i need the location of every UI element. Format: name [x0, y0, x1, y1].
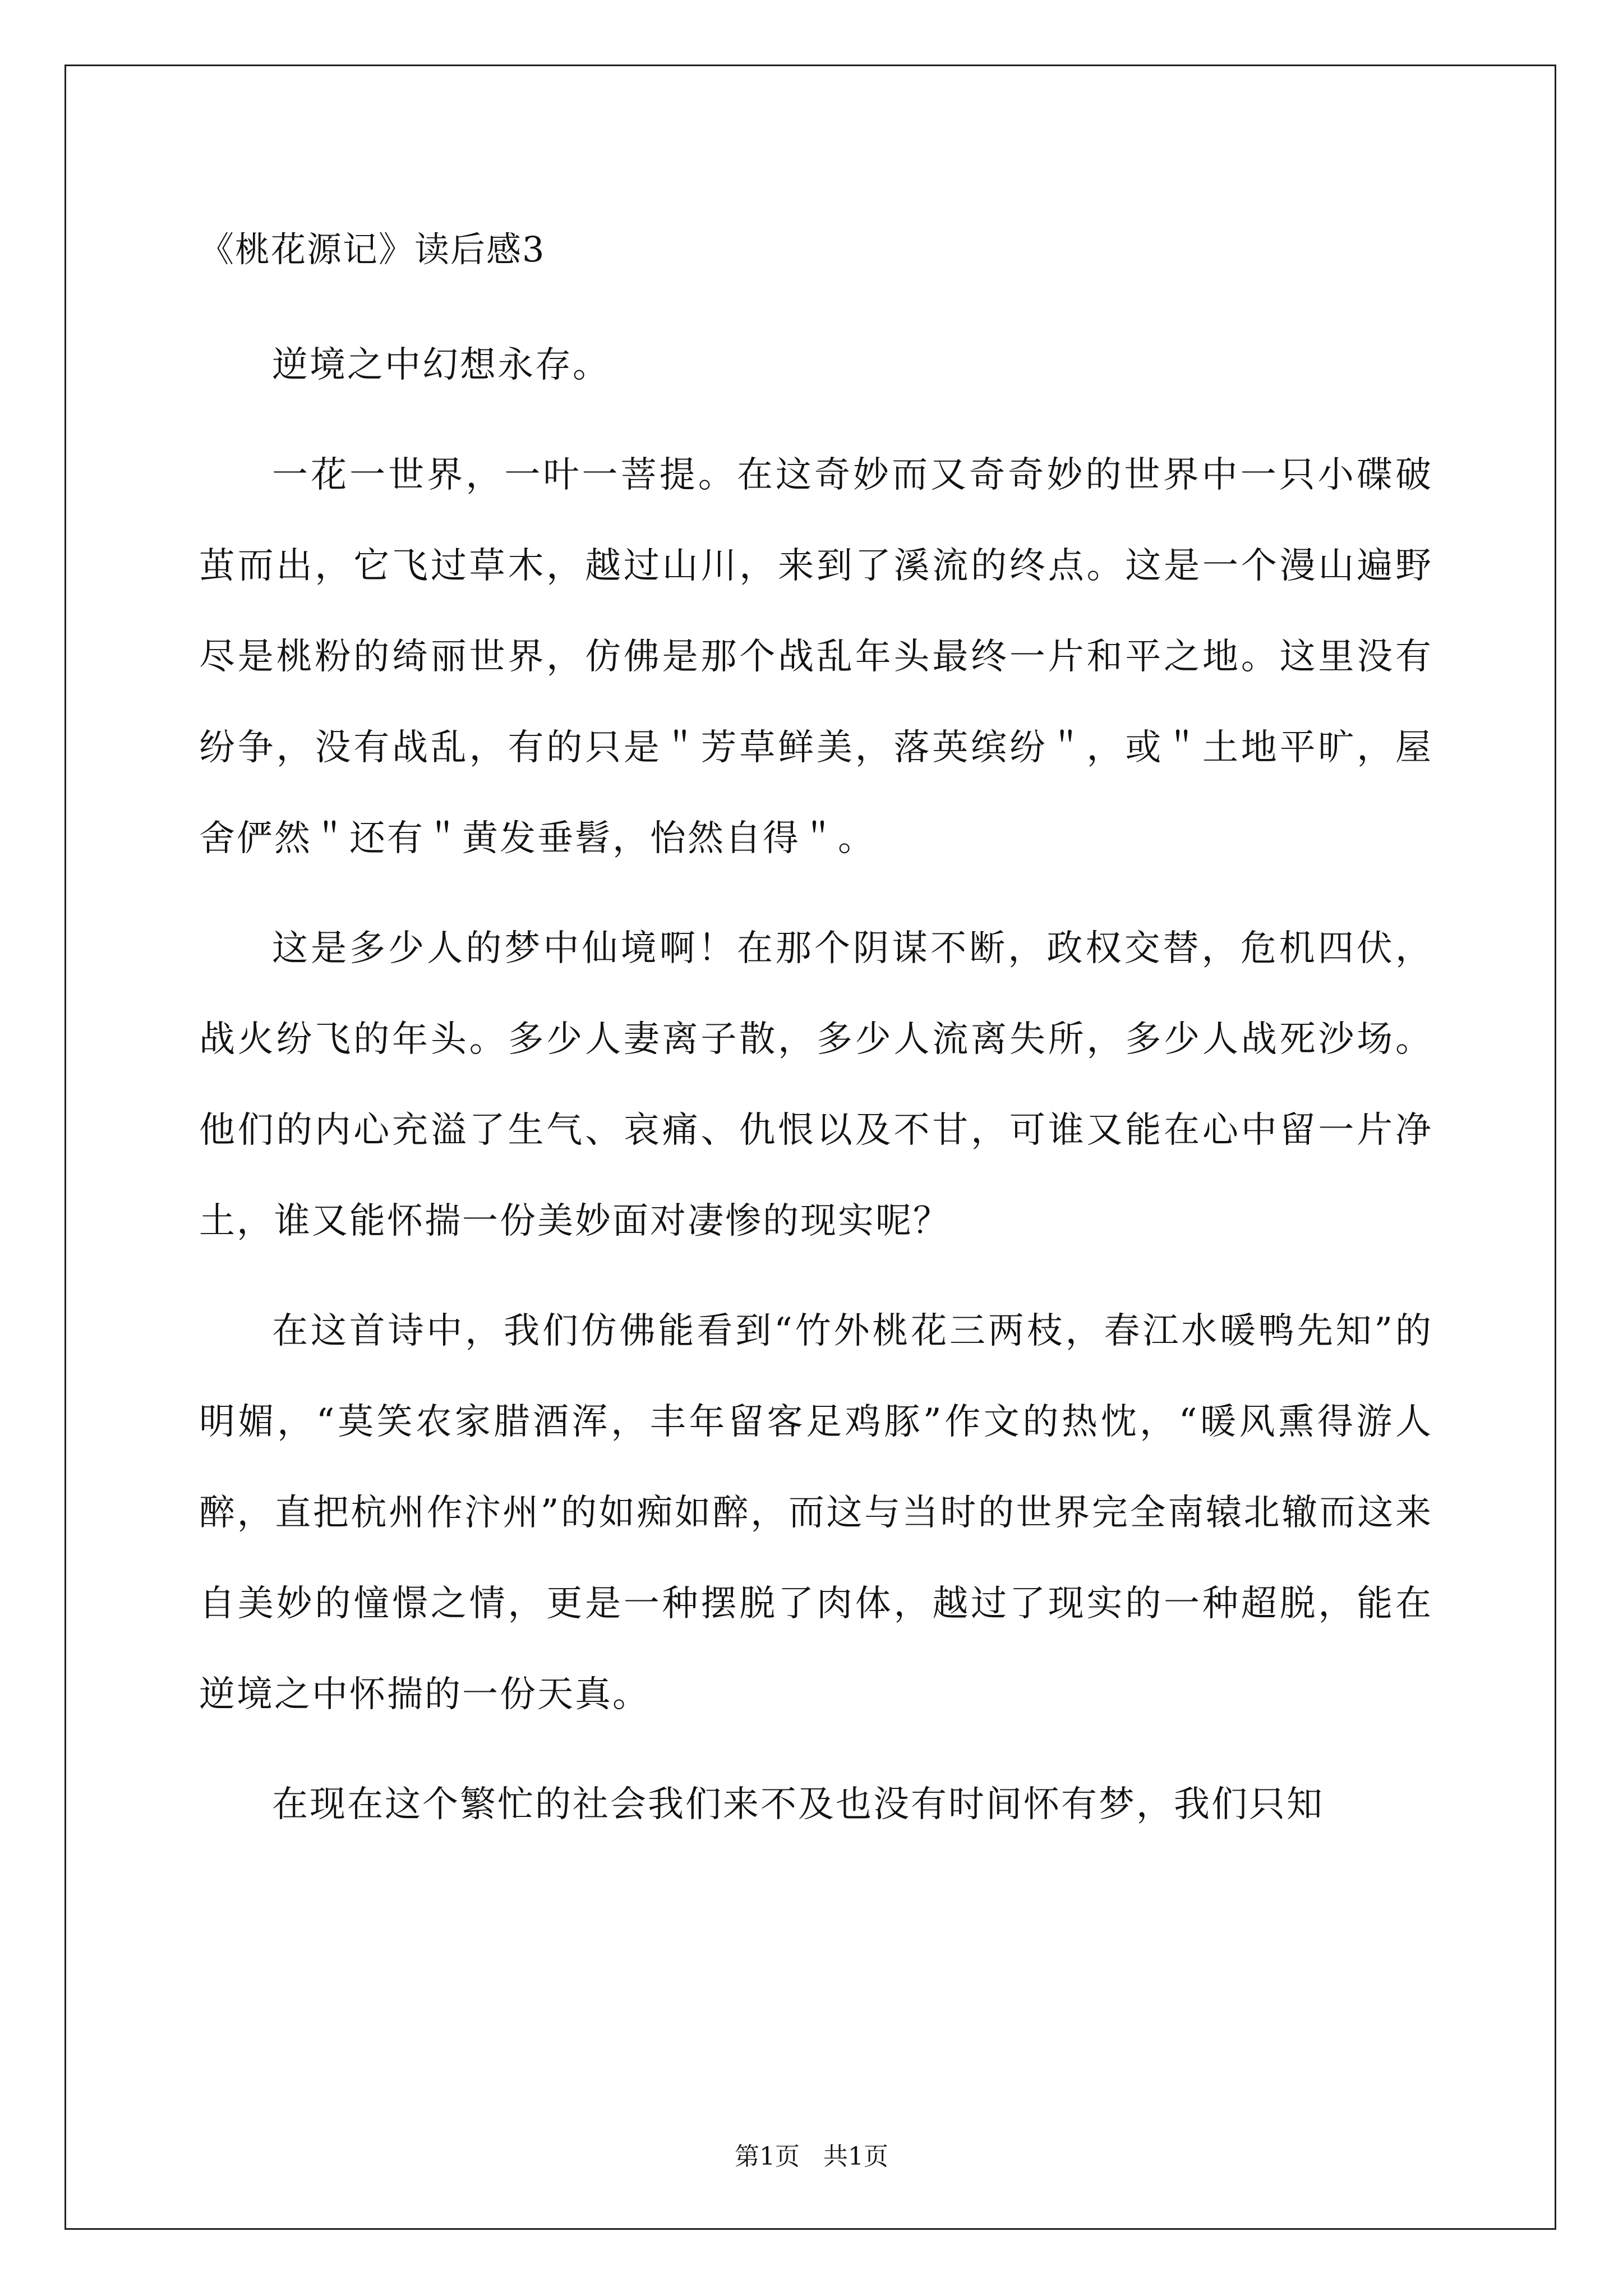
page-footer: [0, 2140, 1623, 2174]
paragraph-4: 在这首诗中，我们仿佛能看到“竹外桃花三两枝，春江水暖鸭先知”的明媚，“莫笑农家腊酒浑，丰年留客足鸡豚”作文的热忱，“暖风熏得游人醉，直把杭州作汴州”的如痴如醉，而这与当时的世界完全南辕北辙而这来自美妙的憧憬之情，更是一种摆脱了肉体，越过了现实的一种超脱，能在逆境之中怀揣的一份天真。: [199, 1310, 1433, 1715]
page-total: 共1页: [823, 2142, 888, 2171]
document-title: 《桃花源记》读后感3: [199, 229, 546, 270]
paragraph-1: 逆境之中幻想永存。: [272, 344, 610, 386]
page-number: 第1页: [735, 2142, 800, 2171]
document-body: [199, 320, 1433, 1869]
paragraph-5: 在现在这个繁忙的社会我们来不及也没有时间怀有梦，我们只知: [272, 1784, 1324, 1825]
paragraph-3: 这是多少人的梦中仙境啊！在那个阴谋不断，政权交替，危机四伏，战火纷飞的年头。多少人妻离子散，多少人流离失所，多少人战死沙场。他们的内心充溢了生气、哀痛、仇恨以及不甘，可谁又能在心中留一片净土，谁又能怀揣一份美妙面对凄惨的现实呢？: [199, 928, 1433, 1242]
paragraph-2: 一花一世界，一叶一菩提。在这奇妙而又奇奇妙的世界中一只小碟破茧而出，它飞过草木，越过山川，来到了溪流的终点。这是一个漫山遍野尽是桃粉的绮丽世界，仿佛是那个战乱年头最终一片和平之地。这里没有纷争，没有战乱，有的只是＂芳草鲜美，落英缤纷＂，或＂土地平旷，屋舍俨然＂还有＂黄发垂髫，怡然自得＂。: [199, 454, 1433, 859]
